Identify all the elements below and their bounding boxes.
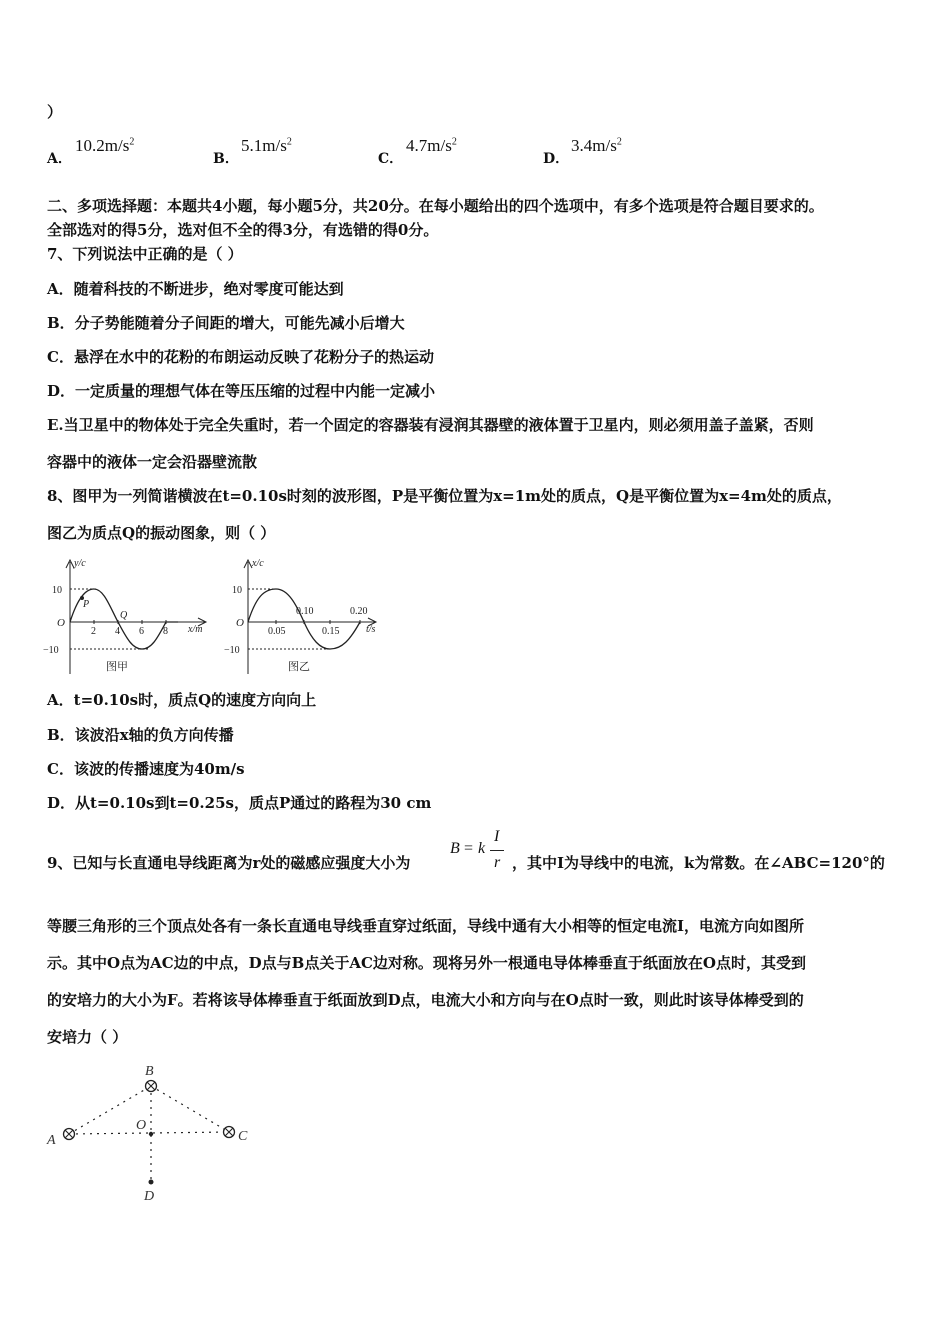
section-heading-line-1: 二、多项选择题：本题共4小题，每小题5分，共20分。在每小题给出的四个选项中，有多个选项是符合题目要求的。	[47, 197, 824, 215]
formula-denominator: r	[494, 854, 501, 871]
q9-formula	[450, 828, 510, 878]
y-tick-label: 10	[52, 585, 62, 596]
x-tick-label: 2	[91, 626, 96, 637]
value-exponent: 2	[129, 136, 135, 148]
figure-caption: 图乙	[288, 661, 310, 673]
y-tick-label: 10	[232, 585, 242, 596]
q8-stem-line-1: 8、图甲为一列简谐横波在t=0.10s时刻的波形图，P是平衡位置为x=1m处的质点，Q是平衡位置为x=4m处的质点，	[47, 487, 842, 505]
x-tick-label: 0.05	[268, 626, 286, 637]
point-q-label: Q	[120, 610, 128, 621]
formula-k: k	[478, 840, 486, 857]
q9-line-5: 安培力（ ）	[47, 1028, 128, 1046]
point-p-label: P	[83, 599, 90, 610]
x-tick-label: 0.20	[350, 606, 368, 617]
q8-stem-line-2: 图乙为质点Q的振动图象，则（ ）	[47, 524, 276, 542]
value-exponent: 2	[616, 136, 622, 148]
q8-option-c: C．该波的传播速度为40m/s	[47, 760, 245, 778]
x-tick-label: 0.10	[296, 606, 314, 617]
figure-caption: 图甲	[106, 661, 128, 673]
y-axis-label: x/c	[252, 558, 264, 569]
q9-stem-end: ，其中I为导线中的电流，k为常数。在∠ABC=120°的	[512, 854, 885, 872]
option-value	[75, 136, 134, 156]
q7-option-b: B．分子势能随着分子间距的增大，可能先减小后增大	[47, 314, 405, 332]
q8-option-a: A．t=0.10s时，质点Q的速度方向向上	[47, 691, 317, 709]
formula-numerator: I	[494, 828, 500, 845]
value-number: 5.1m/s	[241, 136, 287, 155]
option-label: D．	[543, 151, 570, 167]
y-axis-label: y/c	[74, 558, 86, 569]
fraction-bar	[490, 850, 504, 851]
y-tick-label: −10	[43, 645, 59, 656]
q7-option-e-continued: 容器中的液体一定会沿器壁流散	[47, 453, 258, 471]
q7-option-a: A．随着科技的不断进步，绝对零度可能达到	[47, 280, 344, 298]
q7-option-e: E.当卫星中的物体处于完全失重时，若一个固定的容器装有浸润其器壁的液体置于卫星内，则必须用盖子盖紧，否则	[47, 416, 814, 434]
x-axis-label: x/m	[188, 624, 203, 635]
q7-stem: 7、下列说法中正确的是（ ）	[47, 245, 243, 263]
x-axis-label: t/s	[366, 624, 376, 635]
formula-equals: =	[464, 840, 474, 857]
point-o-dot	[149, 1132, 153, 1136]
wire-a	[64, 1129, 75, 1140]
origin-label: O	[236, 617, 244, 629]
q9-line-4: 的安培力的大小为F。若将该导体棒垂直于纸面放到D点，电流大小和方向与在O点时一致，则此时该导体棒受到的	[47, 991, 804, 1009]
label-b: B	[145, 1064, 154, 1079]
wire-b	[146, 1081, 157, 1092]
origin-label: O	[57, 617, 65, 629]
triangle-diagram	[40, 1058, 270, 1208]
q7-option-d: D．一定质量的理想气体在等压压缩的过程中内能一定减小	[47, 382, 436, 400]
leftover-paren: ）	[47, 103, 63, 121]
q8-option-b: B．该波沿x轴的负方向传播	[47, 726, 234, 744]
vibration-curve	[248, 589, 360, 649]
option-label: C．	[378, 151, 404, 167]
wave-graph	[38, 552, 218, 680]
wire-c	[224, 1127, 235, 1138]
wave-graph-figure	[38, 552, 218, 680]
x-tick-label: 0.15	[322, 626, 340, 637]
q9-line-2: 等腰三角形的三个顶点处各有一条长直通电导线垂直穿过纸面，导线中通有大小相等的恒定电流I，电流方向如图所	[47, 917, 805, 935]
edge-bc	[151, 1086, 229, 1132]
label-a: A	[47, 1133, 56, 1148]
option-value	[406, 136, 457, 156]
q8-option-d: D．从t=0.10s到t=0.25s，质点P通过的路程为30 cm	[47, 794, 432, 812]
value-number: 3.4m/s	[571, 136, 617, 155]
formula-lhs: B	[450, 840, 460, 857]
y-tick-label: −10	[224, 645, 240, 656]
option-value	[241, 136, 292, 156]
x-tick-label: 6	[139, 626, 144, 637]
label-d: D	[144, 1189, 155, 1204]
option-value	[571, 136, 622, 156]
value-exponent: 2	[451, 136, 457, 148]
point-d-dot	[149, 1180, 154, 1185]
x-tick-label: 8	[163, 626, 168, 637]
option-label: A．	[47, 151, 72, 167]
x-tick-label: 4	[115, 626, 120, 637]
option-label: B．	[213, 151, 239, 167]
value-number: 10.2m/s	[75, 136, 130, 155]
vibration-graph	[226, 552, 386, 680]
vibration-graph-figure	[226, 552, 386, 680]
value-number: 4.7m/s	[406, 136, 452, 155]
label-o: O	[136, 1118, 147, 1133]
label-c: C	[238, 1129, 248, 1144]
triangle-wires-figure	[40, 1058, 270, 1208]
q7-option-c: C．悬浮在水中的花粉的布朗运动反映了花粉分子的热运动	[47, 348, 434, 366]
section-heading-line-2: 全部选对的得5分，选对但不全的得3分，有选错的得0分。	[47, 221, 439, 239]
q9-stem-start: 9、已知与长直通电导线距离为r处的磁感应强度大小为	[47, 854, 411, 872]
q9-line-3: 示。其中O点为AC边的中点，D点与B点关于AC边对称。现将另外一根通电导体棒垂直于纸面放在O点时，其受到	[47, 954, 806, 972]
value-exponent: 2	[286, 136, 292, 148]
